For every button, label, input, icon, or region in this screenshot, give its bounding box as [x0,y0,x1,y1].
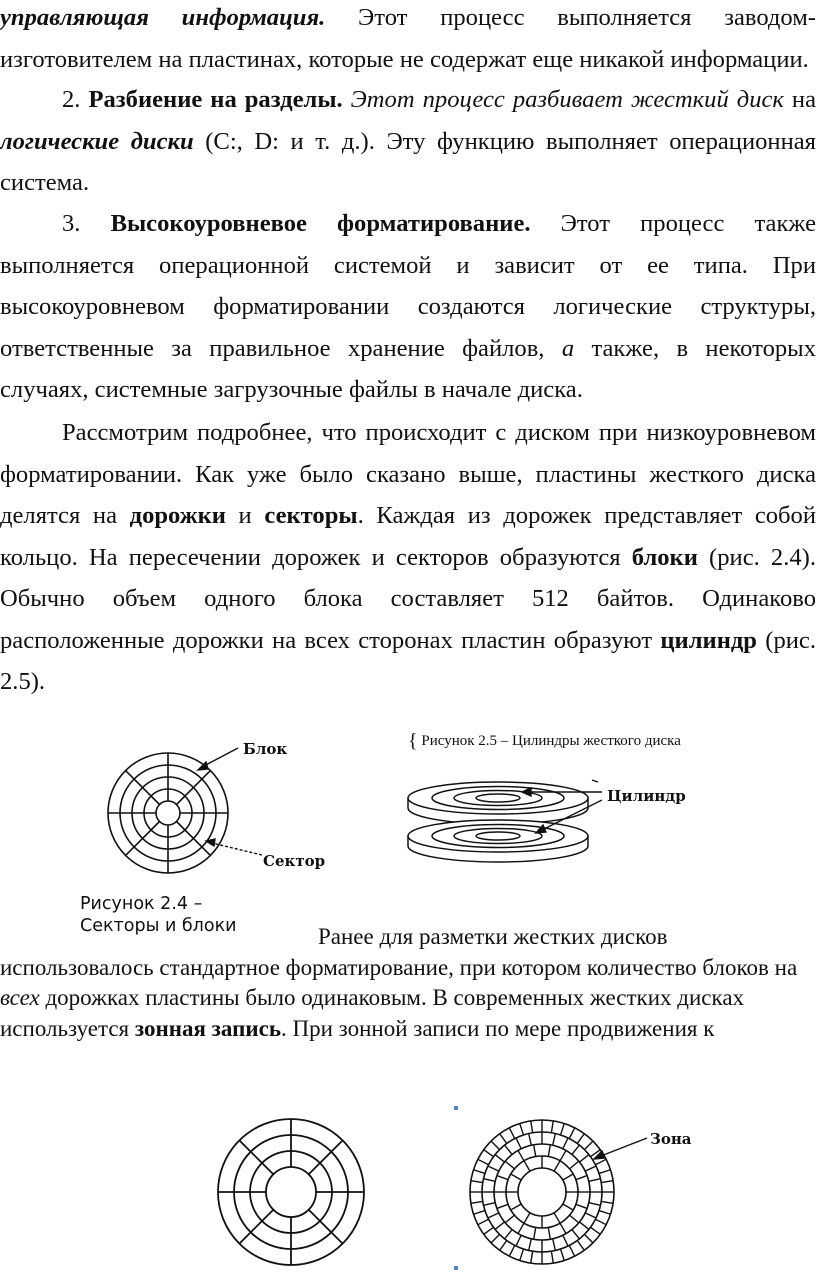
zone-segment-line [563,1235,568,1246]
term-sectors: секторы [264,502,358,529]
zone-segment-line [560,1223,566,1233]
zone-segment-line [511,1204,521,1210]
zone-segment-line [524,1161,530,1171]
paragraph-4 [0,412,816,703]
zone-segment-line [484,1203,496,1206]
zone-segment-line [505,1215,514,1223]
zone-segment-line [520,1249,524,1260]
zone-segment-line [589,1203,601,1206]
zone-segment-line [534,1227,536,1239]
zone-segment-line [548,1227,550,1239]
term-tracks: дорожки [129,502,226,529]
term-blocks: блоки [631,543,698,571]
paragraph-3-text: также, в некоторых случаях, системные загрузочные файлы в начале диска. [0,334,816,403]
zone-segment-line [585,1213,596,1218]
zone-segment-line [589,1179,601,1182]
zone-segment-line [551,1121,553,1133]
zone-segment-line [505,1145,512,1154]
figure-24-caption-line2: Секторы и блоки [80,916,237,936]
paragraph-5-text: . При зонной записи по мере продвижения к [281,1015,715,1041]
zone-segment-line [524,1213,530,1223]
zone-segment-line [577,1134,584,1144]
zone-segment-line [577,1241,584,1251]
paragraph-4-text: (рис. 2.4). Обычно объем одного блока составляет 512 байтов. Одинаково расположенные дорожки на всех сторонах пластин образуют [0,543,816,654]
figure-25-caption-text: Рисунок 2.5 – Цилиндры жесткого диска [421,733,681,749]
zone-segment-line [500,1241,507,1251]
zone-segment-line [488,1166,499,1171]
term-partitioning: Разбиение на разделы. [88,86,343,113]
zone-segment-line [491,1234,499,1242]
zone-segment-line [553,1239,556,1251]
paragraph-5 [0,922,816,1044]
zone-segment-line [474,1170,485,1174]
list-number: 2. [62,86,81,113]
zone-segment-line [572,1145,579,1154]
zone-segment-line [553,1134,556,1146]
zone-segment-line [569,1128,574,1139]
zone-segment-line [554,1161,560,1171]
zone-segment-line [484,1179,496,1182]
zone-segment-line [495,1222,504,1229]
zone-segment-line [563,1138,568,1149]
zone-segment-line [572,1230,579,1239]
zone-segment-line [570,1161,579,1169]
paragraph-3-text: Этот процесс также выполняется операционной системой и зависит от ее типа. При высокоуровневом форматировании создаются логические структуры, ответственные за правильное хранение файлов, [0,210,816,362]
zone-segment-line [534,1145,536,1157]
paragraph-4-text: . Каждая из дорожек представляет собой кольцо. На пересечении дорожек и секторов образуются [0,502,816,571]
zone-segment-line [509,1128,514,1139]
paragraph-2 [0,79,816,204]
label-block: Блок [243,740,288,758]
bullet-mark [454,1106,458,1110]
zone-segment-line [576,1204,587,1208]
term-control-info: управляющая информация. [0,4,326,31]
zone-segment-line [497,1176,508,1180]
zone-segment-line [563,1204,573,1210]
zone-segment-line [561,1124,565,1135]
zone-segment-line [591,1227,601,1234]
zone-segment-line [474,1211,485,1215]
zone-segment-line [505,1230,512,1239]
zone-segment-line [478,1219,489,1224]
paragraph-5-italic: всех [0,985,40,1010]
figure-cylinders [402,770,602,880]
zone-segment-line [599,1211,610,1215]
paragraph-2-text: на [783,86,816,113]
label-sector: Сектор [263,852,326,870]
zone-segment-line [601,1201,613,1203]
paragraph-4-text: и [225,502,265,529]
zone-segment-line [509,1245,514,1256]
zone-segment-line [563,1174,573,1180]
zone-segment-line [531,1251,533,1263]
figure-zone-arrow [585,1130,655,1170]
paragraph-1 [0,0,816,80]
zone-segment-line [500,1134,507,1144]
list-number: 3. [62,210,81,237]
zone-segment-line [529,1134,532,1146]
zone-segment-line [518,1223,524,1233]
figure-standard-format [212,1110,372,1273]
zone-segment-line [511,1174,521,1180]
zone-segment-line [518,1150,524,1160]
zone-segment-line [488,1213,499,1218]
label-zone: Зона [650,1130,692,1148]
zone-segment-line [560,1150,566,1160]
zone-segment-line [516,1235,521,1246]
zone-segment-line [484,1150,494,1157]
zone-segment-line [516,1138,521,1149]
term-logical-disks: логические диски [0,127,194,155]
zone-segment-line [599,1170,610,1174]
zone-segment-line [554,1213,560,1223]
term-cylinder: цилиндр [660,626,757,654]
paragraph-2-italic: Этот процесс разбивает жесткий диск [342,86,784,113]
paragraph-5-text: Ранее для разметки жестких дисков использовалось стандартное форматирование, при котором количество блоков на [0,924,798,980]
zone-segment-line [548,1145,550,1157]
paragraph-4-text: (рис. 2.5). [0,626,816,695]
zone-segment-line [478,1159,489,1164]
zone-segment-line [471,1181,483,1183]
zone-segment-line [576,1176,587,1180]
zone-segment-line [601,1181,613,1183]
zone-segment-line [471,1201,483,1203]
zone-segment-line [505,1161,514,1169]
zone-segment-line [484,1227,494,1234]
zone-segment-line [529,1239,532,1251]
zone-segment-line [584,1234,592,1242]
zone-segment-line [561,1249,565,1260]
zone-segment-line [551,1251,553,1263]
paragraph-3 [0,203,816,411]
zone-segment-line [570,1215,579,1223]
zone-segment-line [595,1219,606,1224]
paragraph-3-italic: а [561,334,575,362]
label-cylinder: Цилиндр [607,787,686,805]
paragraph-4-text: Рассмотрим подробнее, что происходит с диском при низкоуровневом форматировании. Как уже было сказано выше, пластины жесткого диска делятся на [0,419,816,529]
bullet-mark [454,1266,458,1270]
figure-24-caption-line1: Рисунок 2.4 – [80,894,203,914]
zone-segment-line [495,1155,504,1162]
zone-segment-line [520,1124,524,1135]
zone-segment-line [580,1222,589,1229]
figure-25-caption: { Рисунок 2.5 – Цилиндры жесткого диска [408,730,681,752]
term-zone-recording: зонная запись [134,1015,281,1041]
term-high-level-format: Высокоуровневое форматирование. [110,210,531,237]
zone-segment-line [531,1121,533,1133]
zone-segment-line [491,1141,499,1149]
paragraph-2-text: (С:, D: и т. д.). Эту функцию выполняет операционная система. [0,127,816,196]
paragraph-1-text: Этот процесс выполняется заводом-изготовителем на пластинах, которые не содержат еще никакой информации. [0,4,816,73]
figure-24-arrows [190,745,270,865]
zone-segment-line [497,1204,508,1208]
zone-segment-line [569,1245,574,1256]
paragraph-5-text: дорожках пластины было одинаковым. В современных жестких дисках используется [0,985,745,1041]
